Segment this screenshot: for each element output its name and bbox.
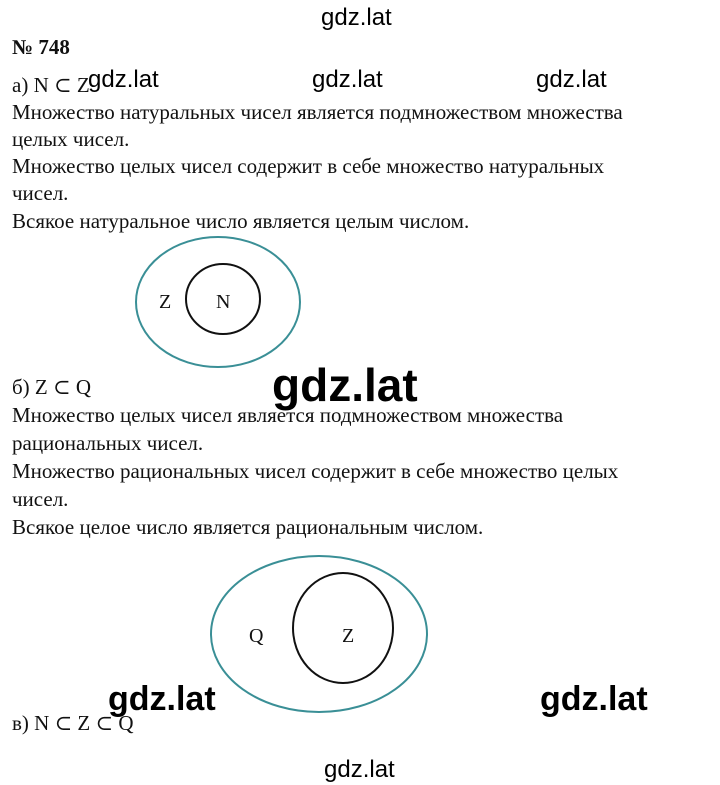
part-a-line-2: целых чисел. [12,127,130,151]
part-b-line-3: Множество рациональных чисел содержит в себе множество целых [12,459,619,483]
part-b-line-5: Всякое целое число является рациональным числом. [12,515,484,539]
part-a-line-5: Всякое натуральное число является целым числом. [12,209,470,233]
inner-label-a: N [216,291,231,313]
outer-set-z [136,237,300,367]
outer-label-a: Z [159,291,172,313]
part-a-header: а) N ⊂ Z [12,73,90,97]
part-b-line-4: чисел. [12,487,69,511]
watermark-row1-a: gdz.lat [88,66,159,93]
part-b-line-1: Множество целых чисел является подмножеством множества [12,403,564,427]
watermark-top: gdz.lat [321,4,392,31]
inner-label-b: Z [342,625,355,647]
outer-label-b: Q [249,625,264,647]
watermark-row1-b: gdz.lat [312,66,383,93]
part-a-line-3: Множество целых чисел содержит в себе множество натуральных [12,154,605,178]
part-b-header: б) Z ⊂ Q [12,375,92,399]
inner-set-z [293,573,393,683]
inner-set-n [186,264,260,334]
watermark-row1-c: gdz.lat [536,66,607,93]
problem-number: № 748 [12,35,70,59]
watermark-lower-right: gdz.lat [540,680,648,718]
part-a-line-4: чисел. [12,181,69,205]
part-c-header: в) N ⊂ Z ⊂ Q [12,711,134,735]
watermark-bottom: gdz.lat [324,756,395,783]
part-b-line-2: рациональных чисел. [12,431,204,455]
part-a-line-1: Множество натуральных чисел является подмножеством множества [12,100,623,124]
watermark-lower-left: gdz.lat [108,680,216,718]
watermark-center: gdz.lat [272,359,418,411]
outer-set-q [211,556,427,712]
